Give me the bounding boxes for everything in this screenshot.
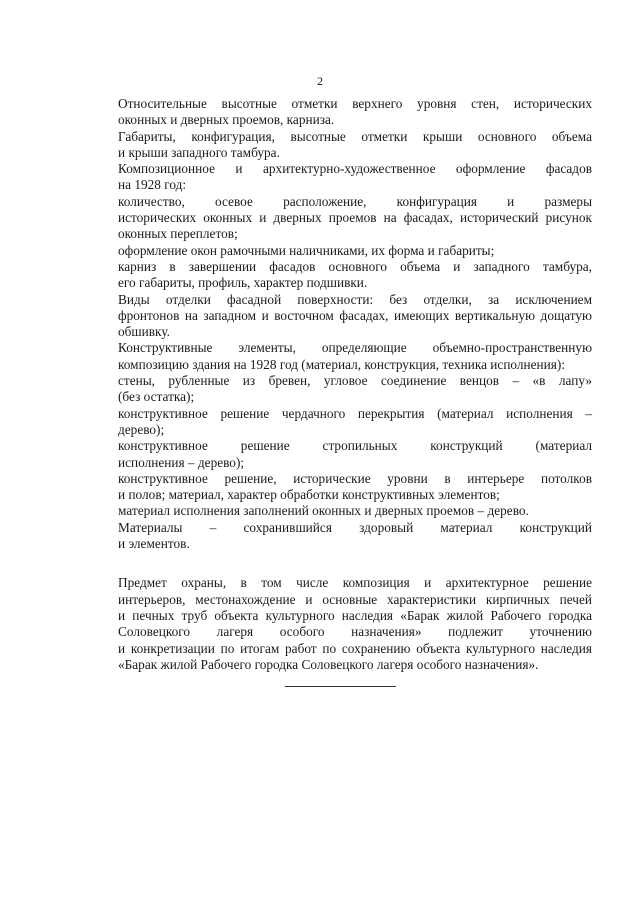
paragraph-openings (85, 194, 592, 243)
text-line: обшивку. (118, 324, 170, 340)
text-line: оконных и дверных проемов, карниза. (118, 112, 335, 128)
text-line: оформление окон рамочными наличниками, их форма и габариты; (118, 242, 495, 258)
text-line: конструктивное решение чердачного перекрытия (материал исполнения – (118, 405, 592, 421)
text-line: конструктивное решение стропильных конструкций (материал (118, 438, 592, 454)
paragraph-materials (85, 520, 592, 553)
text-line: и элементов. (118, 536, 190, 552)
text-line: количество, осевое расположение, конфигурация и размеры (118, 193, 592, 209)
paragraph-roof-dimensions (85, 129, 592, 162)
text-line: исторических оконных и дверных проемов на фасадах, исторический рисунок (118, 210, 592, 226)
paragraph-window-frames (85, 243, 592, 259)
end-divider-line (285, 686, 396, 687)
text-line: Материалы – сохранившийся здоровый материал конструкций (118, 519, 592, 535)
page-number: 2 (317, 74, 323, 88)
text-line: и крыши западного тамбура. (118, 144, 280, 160)
text-line: композицию здания на 1928 год (материал, конструкция, техника исполнения): (118, 356, 566, 372)
text-line: материал исполнения заполнений оконных и дверных проемов – дерево. (118, 503, 529, 519)
document-body (85, 96, 592, 673)
text-line: оконных переплетов; (118, 226, 238, 242)
text-line: Габариты, конфигурация, высотные отметки крыши основного объема (118, 128, 592, 144)
paragraph-protection-subject (85, 575, 592, 673)
paragraph-facade-finish (85, 292, 592, 341)
text-line: (без остатка); (118, 389, 195, 405)
text-line: дерево); (118, 421, 165, 437)
text-line: и конкретизации по итогам работ по сохранению объекта культурного наследия (118, 640, 592, 656)
paragraph-attic-floor (85, 406, 592, 439)
text-line: и печных труб объекта культурного наследия «Барак жилой Рабочего городка (118, 607, 592, 623)
text-line: на 1928 год: (118, 177, 187, 193)
paragraph-opening-fill (85, 503, 592, 519)
text-line: стены, рубленные из бревен, угловое соединение венцов – «в лапу» (118, 373, 592, 389)
text-line: Конструктивные элементы, определяющие объемно-пространственную (118, 340, 592, 356)
paragraph-rafters (85, 438, 592, 471)
text-line: исполнения – дерево); (118, 454, 245, 470)
text-line: Композиционное и архитектурно-художественное оформление фасадов (118, 161, 592, 177)
paragraph-cornice (85, 259, 592, 292)
text-line: и полов; материал, характер обработки конструктивных элементов; (118, 487, 500, 503)
text-line: конструктивное решение, исторические уровни в интерьере потолков (118, 470, 592, 486)
text-line: фронтонов на западном и восточном фасадах, имеющих вертикальную дощатую (118, 307, 592, 323)
paragraph-facade-design (85, 161, 592, 194)
paragraph-wall-heights (85, 96, 592, 129)
paragraph-interior-levels (85, 471, 592, 504)
paragraph-structural-elements (85, 340, 592, 373)
text-line: «Барак жилой Рабочего городка Соловецкого лагеря особого назначения». (118, 656, 539, 672)
text-line: Относительные высотные отметки верхнего уровня стен, исторических (118, 96, 592, 111)
text-line: Предмет охраны, в том числе композиция и архитектурное решение (118, 575, 592, 591)
paragraph-walls (85, 373, 592, 406)
text-line: карниз в завершении фасадов основного объема и западного тамбура, (118, 258, 592, 274)
text-line: интерьеров, местонахождение и основные характеристики кирпичных печей (118, 591, 592, 607)
text-line: его габариты, профиль, характер подшивки. (118, 275, 368, 291)
text-line: Виды отделки фасадной поверхности: без отделки, за исключением (118, 291, 592, 307)
text-line: Соловецкого лагеря особого назначения» подлежит уточнению (118, 624, 592, 640)
